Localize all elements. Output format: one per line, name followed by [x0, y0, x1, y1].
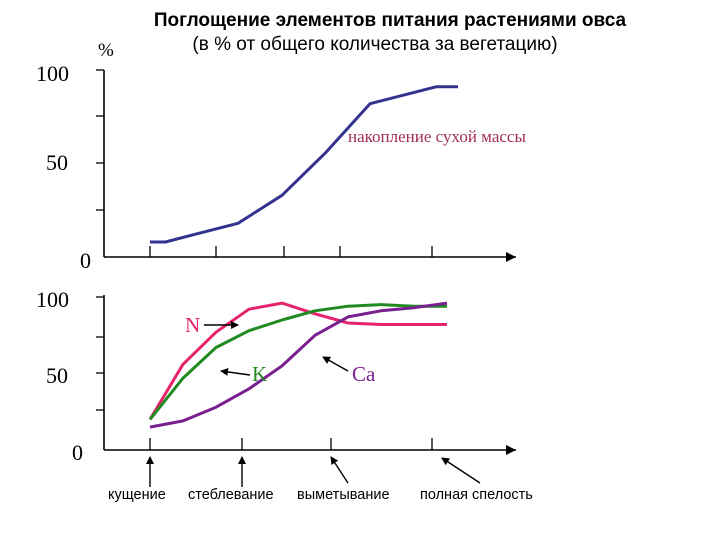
- bottom-chart: [36, 287, 533, 503]
- ca-series-label: Ca: [352, 362, 376, 386]
- stage-arrow-heading: [331, 457, 348, 483]
- stage-arrow-ripeness: [442, 458, 480, 483]
- top-chart: [36, 40, 526, 273]
- top-ytick-label-0: 0: [80, 248, 91, 273]
- bottom-ytick-label-50: 50: [46, 363, 68, 388]
- n-series-label: N: [185, 313, 201, 337]
- bottom-ytick-label-100: 100: [36, 287, 69, 312]
- stage-label-ripeness: полная спелость: [420, 487, 533, 503]
- stage-label-tillering: кущение: [108, 487, 166, 503]
- bottom-x-axis-arrow: [506, 445, 516, 455]
- top-series-line-1: [150, 87, 458, 242]
- bottom-ytick-label-0: 0: [72, 440, 83, 465]
- stage-label-heading: выметывание: [297, 487, 390, 503]
- y-unit-label: %: [98, 40, 114, 61]
- stage-label-stem: стеблевание: [188, 487, 274, 503]
- k-series-label: K: [252, 362, 268, 386]
- k-label-arrow: [221, 371, 250, 375]
- dry-mass-series-label: накопление сухой массы: [348, 127, 526, 146]
- chart-title: Поглощение элементов питания растениями овса: [153, 10, 627, 31]
- top-axis-ticks: [96, 70, 432, 257]
- top-ytick-label-100: 100: [36, 61, 69, 86]
- ca-label-arrow: [323, 357, 348, 371]
- chart-subtitle: (в % от общего количества за вегетацию): [192, 34, 558, 55]
- top-ytick-label-50: 50: [46, 150, 68, 175]
- top-x-axis-arrow: [506, 252, 516, 262]
- top-series-lines: [150, 87, 458, 242]
